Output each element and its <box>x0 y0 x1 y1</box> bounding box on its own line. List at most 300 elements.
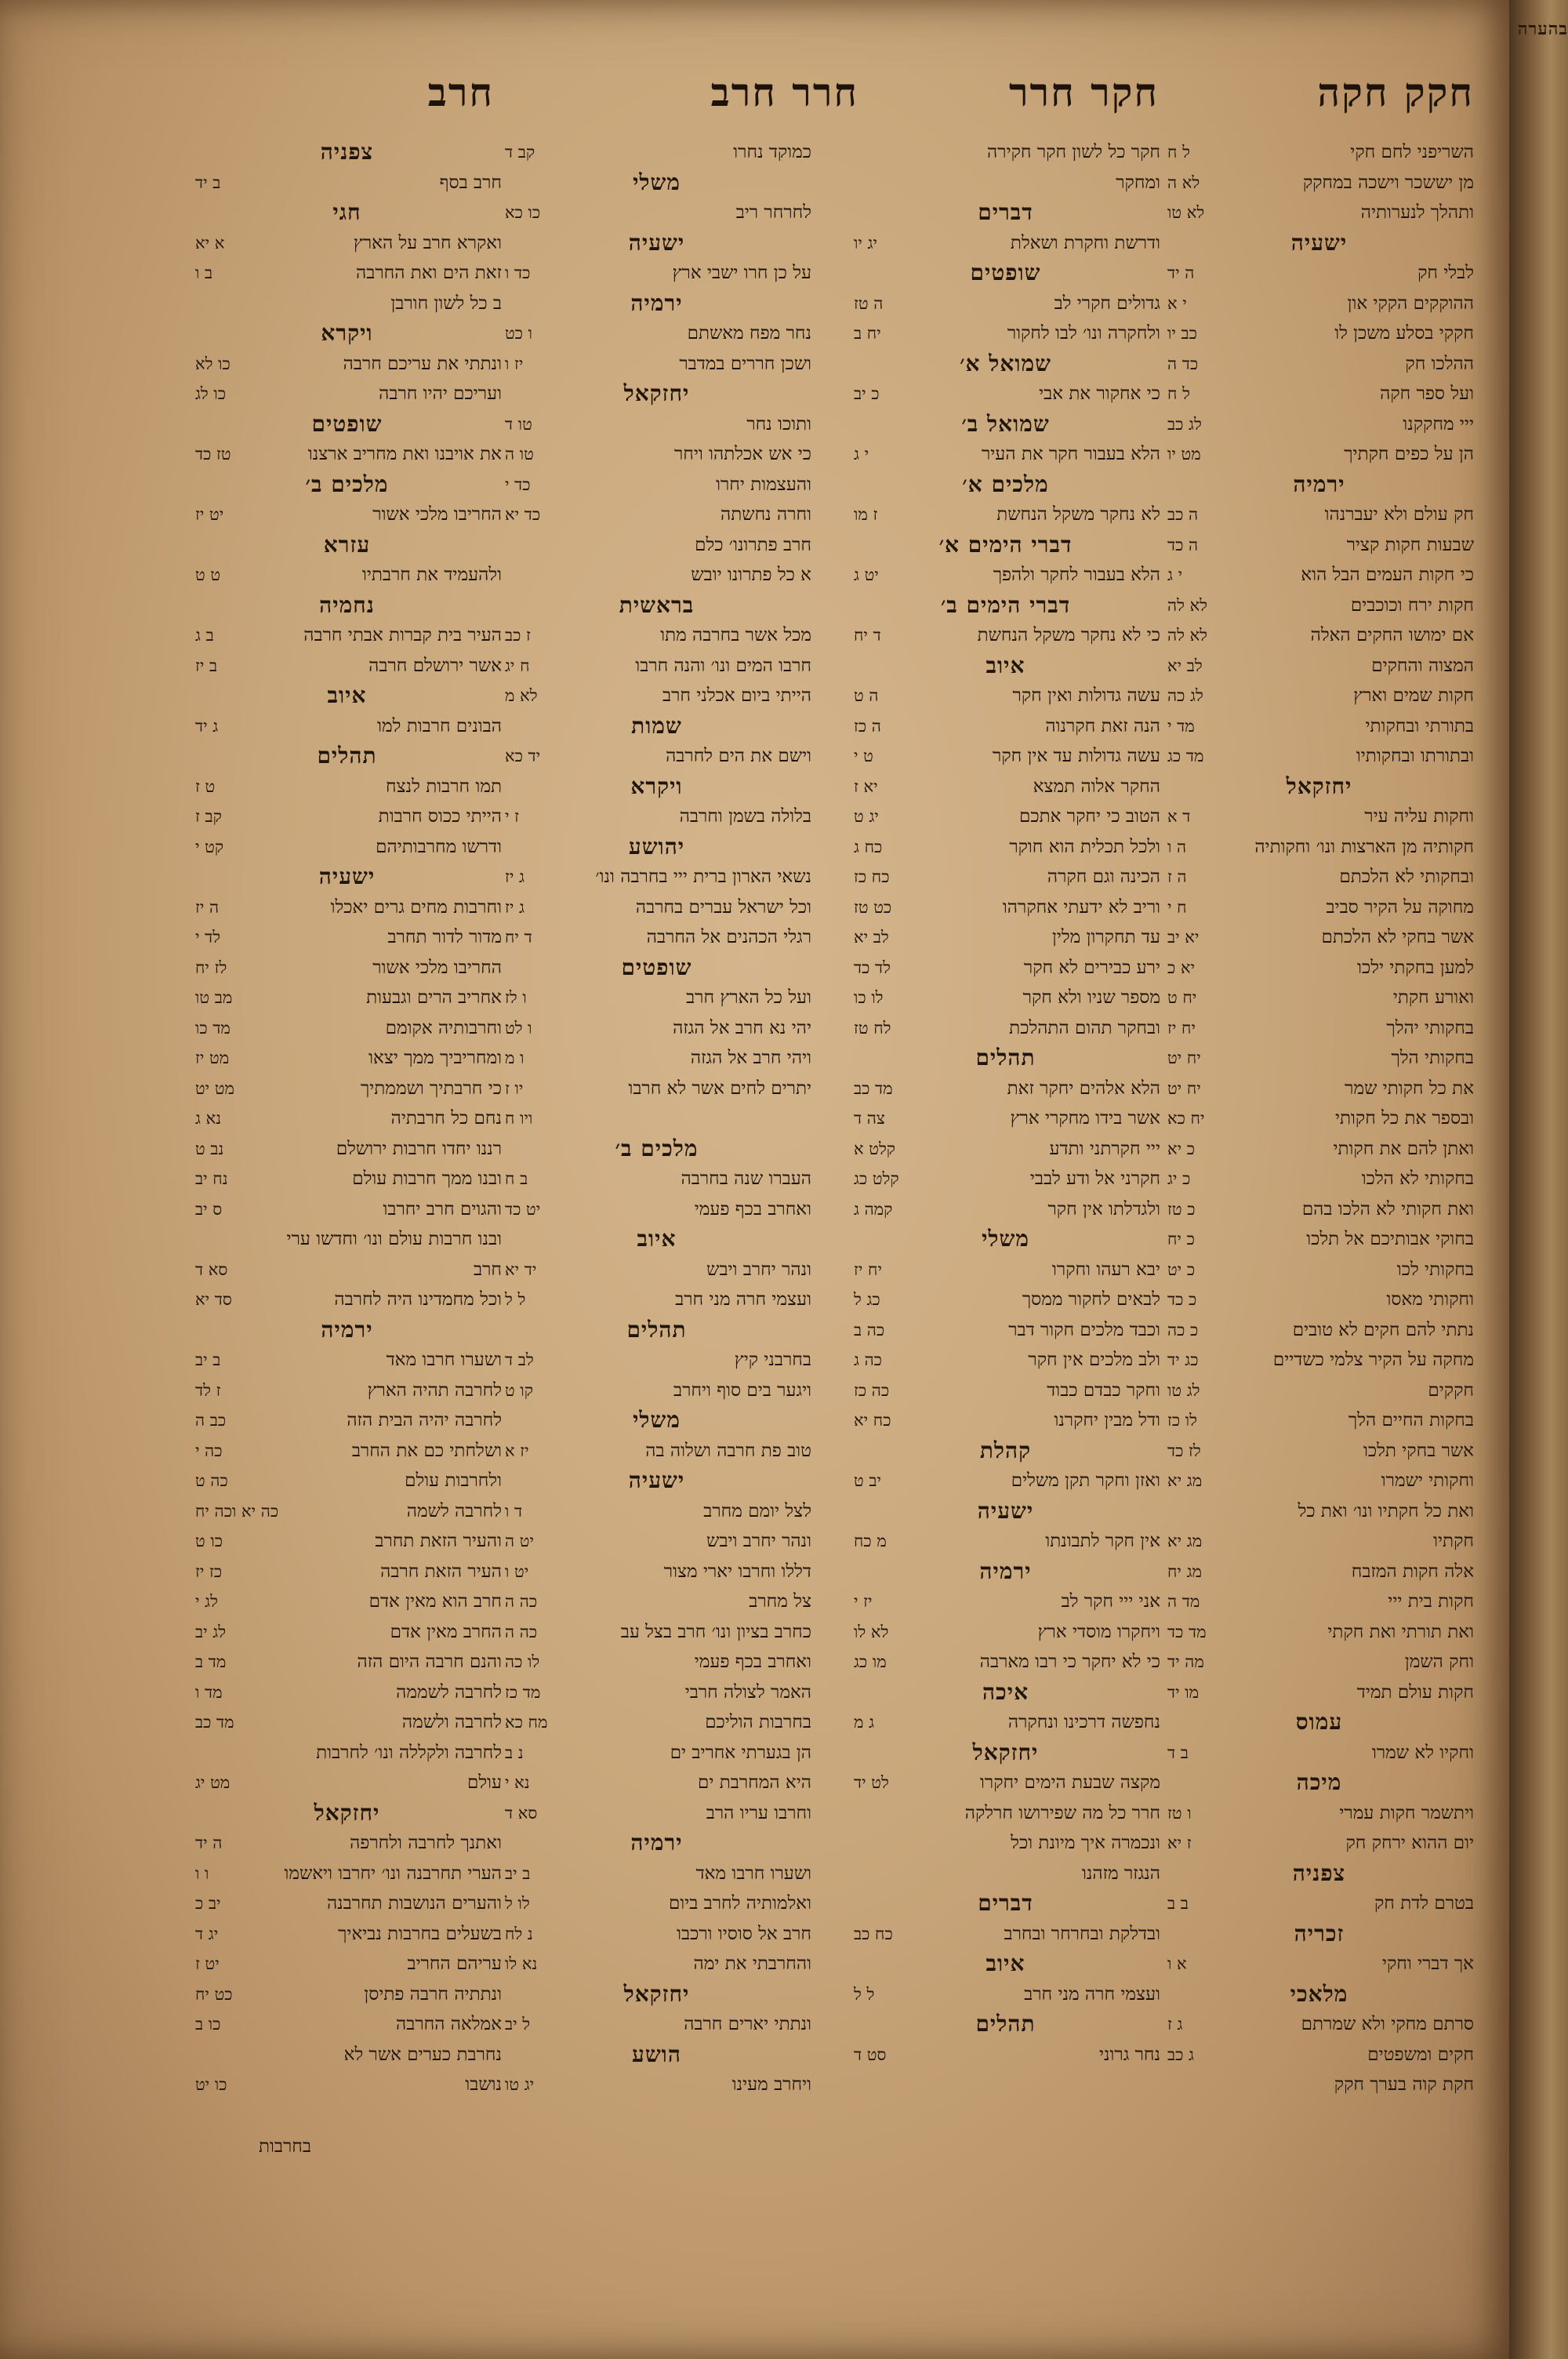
entry-text: הן על כפים חקתיך <box>1344 444 1474 464</box>
concordance-entry <box>502 983 811 1013</box>
entry-text: ובדלקת ובחרחר ובחרב <box>1004 1923 1160 1944</box>
verse-reference: לז כד <box>1167 1441 1201 1460</box>
entry-text: חקקים <box>1428 1379 1474 1401</box>
concordance-entry <box>851 2040 1160 2070</box>
concordance-entry <box>1164 1194 1474 1225</box>
entry-text: חקת קוה בערך חקק <box>1334 2074 1474 2095</box>
book-name: יהושע <box>628 833 685 860</box>
verse-reference: לו כה <box>505 1652 540 1671</box>
entry-text: ויגער בים סוף ויחרב <box>673 1379 811 1401</box>
book-name: ויקרא <box>630 772 683 799</box>
entry-text: חרב פתרונו׳ כלם <box>695 534 811 555</box>
book-name: ירמיה <box>321 1316 373 1343</box>
verse-reference: סד יא <box>195 1290 232 1309</box>
concordance-column-2 <box>851 137 1160 2070</box>
verse-reference: כה יא וכה יח <box>195 1501 279 1521</box>
book-heading <box>502 289 811 319</box>
entry-text: חקתיו <box>1433 1531 1474 1551</box>
book-heading <box>502 772 811 802</box>
concordance-entry <box>851 983 1160 1013</box>
book-heading <box>502 832 811 863</box>
entry-text: מחקה על הקיר צלמי כשדיים <box>1272 1350 1474 1370</box>
book-name: איוב <box>327 682 367 708</box>
entry-text: נחפשה דרכינו ונחקרה <box>1007 1712 1160 1732</box>
concordance-entry <box>192 1436 502 1467</box>
verse-reference: ו לז <box>505 988 527 1007</box>
book-heading <box>851 349 1160 380</box>
entry-text: והגוים חרב יחרבו <box>383 1198 502 1219</box>
concordance-entry <box>192 892 502 923</box>
verse-reference: ה כז <box>854 716 881 736</box>
entry-text: הייתי ביום אכלני חרב <box>662 685 811 706</box>
entry-text: ואקרא חרב על הארץ <box>353 232 502 253</box>
entry-text: כי אש אכלתהו ויחר <box>673 444 811 464</box>
verse-reference: מד כד <box>1167 1622 1207 1641</box>
entry-text: ולגדלתו אין חקר <box>1047 1198 1160 1219</box>
concordance-entry <box>1164 2009 1474 2040</box>
book-heading <box>851 591 1160 621</box>
entry-text: וחרבו עריו הרב <box>706 1802 811 1823</box>
concordance-entry <box>192 500 502 530</box>
entry-text: רגלי הכהנים אל החרבה <box>646 927 811 947</box>
concordance-entry <box>1164 168 1474 198</box>
entry-text: בשעלים בחרבות נביאיך <box>338 1923 502 1944</box>
book-heading <box>851 1043 1160 1074</box>
concordance-entry <box>502 1074 811 1104</box>
concordance-entry <box>192 1134 502 1165</box>
book-name: משלי <box>633 169 681 195</box>
verse-reference: לא לה <box>1167 595 1208 615</box>
concordance-entry <box>851 1134 1160 1165</box>
entry-text: נחר מפח מאשתם <box>687 323 811 343</box>
book-name: צפניה <box>320 139 374 165</box>
book-name: דברי הימים א׳ <box>938 531 1073 558</box>
concordance-entry <box>1164 1074 1474 1104</box>
entry-text: ועצמי חרה מני חרב <box>1024 1983 1160 2005</box>
concordance-entry <box>502 349 811 380</box>
entry-text: היא המחרבת ים <box>698 1772 811 1793</box>
concordance-entry <box>1164 1345 1474 1376</box>
verse-reference: מט יו <box>1167 445 1201 463</box>
concordance-entry <box>1164 1677 1474 1708</box>
verse-reference: מה יד <box>1167 1652 1204 1671</box>
verse-reference: יט כד <box>505 1199 541 1219</box>
verse-reference: ה כב <box>1167 505 1199 524</box>
concordance-entry <box>502 1587 811 1617</box>
concordance-entry <box>1164 1103 1474 1134</box>
concordance-entry <box>192 168 502 198</box>
book-name: בראשית <box>619 591 695 618</box>
book-name: שופטים <box>311 410 383 437</box>
verse-reference: ב ג <box>195 626 214 645</box>
verse-reference: מ כח <box>854 1532 887 1550</box>
concordance-entry <box>1164 1828 1474 1859</box>
entry-text: לחרחר ריב <box>735 202 811 223</box>
concordance-entry <box>851 1315 1160 1346</box>
book-name: שופטים <box>621 954 692 980</box>
verse-reference: יא ז <box>854 776 878 796</box>
book-heading <box>1164 772 1474 802</box>
concordance-entry <box>192 2070 502 2100</box>
concordance-entry <box>1164 318 1474 349</box>
verse-reference: לו ל <box>505 1894 530 1913</box>
book-heading <box>502 1979 811 2010</box>
book-heading <box>502 1315 811 1346</box>
entry-text: ותהלך לנערותיה <box>1360 202 1474 223</box>
book-name: קהלת <box>979 1437 1032 1463</box>
entry-text: ונתתי יארים חרבה <box>684 2014 811 2034</box>
concordance-entry <box>851 711 1160 742</box>
verse-reference: ט ט <box>195 565 221 584</box>
concordance-entry <box>192 832 502 863</box>
concordance-entry <box>192 1768 502 1798</box>
entry-text: חרר כל מה שפירושו חרלקה <box>964 1802 1160 1823</box>
entry-text: ונהר יחרב ויבש <box>706 1259 811 1280</box>
concordance-entry <box>851 741 1160 772</box>
concordance-entry <box>1164 862 1474 892</box>
concordance-entry <box>502 1255 811 1285</box>
concordance-entry <box>192 1103 502 1134</box>
concordance-entry <box>851 801 1160 832</box>
concordance-entry <box>192 1828 502 1859</box>
entry-text: וישם את הים לחרבה <box>666 746 811 766</box>
entry-text: נחם כל חרבתיה <box>390 1108 502 1129</box>
verse-reference: יח יז <box>1167 1018 1196 1038</box>
concordance-entry <box>192 1888 502 1919</box>
concordance-entry <box>1164 983 1474 1013</box>
book-name: ישעיה <box>628 229 685 256</box>
entry-text: לבלי חק <box>1417 263 1474 283</box>
entry-text: יתרים לחים אשר לא חרבו <box>628 1078 811 1099</box>
verse-reference: כד י <box>505 474 531 494</box>
verse-reference: כו ב <box>195 2015 221 2034</box>
concordance-entry <box>192 772 502 802</box>
concordance-entry <box>502 651 811 682</box>
book-name: משלי <box>982 1226 1029 1252</box>
concordance-entry <box>1164 1557 1474 1587</box>
book-name: מלאכי <box>1290 1980 1348 2007</box>
verse-reference: יט ה <box>505 1532 534 1550</box>
verse-reference: כ יט <box>1167 1259 1196 1279</box>
verse-reference: מט יז <box>195 1049 230 1067</box>
concordance-entry <box>192 1647 502 1677</box>
entry-text: ואחרב בכף פעמי <box>694 1198 811 1219</box>
entry-text: והעיר הזאת תחרב <box>375 1531 502 1551</box>
entry-text: דללו וחרבו יארי מצור <box>663 1561 811 1582</box>
concordance-entry <box>192 1013 502 1044</box>
book-name: תהלים <box>626 1316 687 1343</box>
verse-reference: יז ו <box>505 354 524 373</box>
concordance-entry <box>502 409 811 440</box>
concordance-entry <box>1164 1738 1474 1768</box>
concordance-entry <box>192 1617 502 1648</box>
book-heading <box>502 228 811 259</box>
entry-text: נתתי להם חקים לא טובים <box>1292 1319 1474 1340</box>
entry-text: העיר בית קברות אבתי חרבה <box>303 625 502 645</box>
concordance-entry <box>192 1255 502 1285</box>
verse-reference: יט ז <box>195 1954 220 1973</box>
verse-reference: יב ט <box>854 1471 881 1490</box>
concordance-entry <box>502 1949 811 1979</box>
verse-reference: סא ד <box>195 1259 228 1279</box>
entry-text: נחר גרוני <box>1099 2044 1160 2065</box>
entry-text: החריבו מלכי אשור <box>372 957 502 978</box>
entry-text: וחקיו לא שמרו <box>1371 1742 1474 1763</box>
verse-reference: טו ה <box>505 445 534 463</box>
book-name: יחזקאל <box>1286 772 1352 799</box>
verse-reference: ה ז <box>1167 867 1187 886</box>
concordance-column-1 <box>1164 137 1474 2100</box>
concordance-entry <box>1164 409 1474 440</box>
concordance-entry <box>851 1376 1160 1406</box>
verse-reference: לג י <box>195 1592 218 1611</box>
concordance-entry <box>502 1798 811 1829</box>
entry-text: בחקות החיים הלך <box>1348 1410 1474 1430</box>
entry-text: ואת חקותי לא הלכו בהם <box>1301 1198 1474 1219</box>
verse-reference: מח כא <box>505 1713 548 1732</box>
entry-text: חקרני אל ודע לבבי <box>1029 1169 1160 1189</box>
concordance-entry <box>1164 591 1474 621</box>
entry-text: למען בחקתי ילכו <box>1357 957 1474 978</box>
entry-text: החרב מאין אדם <box>390 1621 502 1642</box>
entry-text: יום ההוא ירחק חק <box>1345 1833 1474 1853</box>
verse-reference: כה ב <box>854 1320 885 1339</box>
verse-reference: יח ב <box>854 324 881 343</box>
entry-text: עולם <box>466 1772 502 1793</box>
entry-text: ואתנך לחרבה ולחרפה <box>350 1833 502 1853</box>
verse-reference: מד כז <box>505 1682 541 1702</box>
book-heading <box>502 168 811 198</box>
verse-reference: א יא <box>195 233 225 253</box>
concordance-entry <box>1164 379 1474 409</box>
book-heading <box>851 409 1160 440</box>
entry-text: האמר לצולה חרבי <box>684 1681 811 1703</box>
entry-text: חקותיה מן הארצות ונו׳ וחקותיה <box>1254 836 1474 857</box>
concordance-entry <box>851 1466 1160 1496</box>
verse-reference: ה כד <box>1167 535 1199 554</box>
entry-text: ושערו חרבו מאד <box>695 1863 811 1884</box>
concordance-entry <box>192 983 502 1013</box>
concordance-entry <box>502 1557 811 1587</box>
concordance-entry <box>851 439 1160 470</box>
verse-reference: מד כב <box>195 1713 234 1732</box>
book-name: איוב <box>985 1950 1025 1976</box>
entry-text: צל מחרב <box>749 1591 811 1612</box>
book-heading <box>851 1738 1160 1768</box>
verse-reference: לד כד <box>854 958 891 977</box>
book-heading <box>1164 1859 1474 1889</box>
verse-reference: מג יא <box>1167 1471 1203 1490</box>
entry-text: חקות בית ייי <box>1388 1591 1474 1612</box>
verse-reference: ז כב <box>505 626 531 645</box>
entry-text: חרבו המים ונו׳ והנה חרבו <box>635 655 811 676</box>
concordance-entry <box>1164 1466 1474 1496</box>
header-col-3: חרר חרב <box>710 69 858 115</box>
concordance-entry <box>502 137 811 168</box>
verse-reference: קמה ג <box>854 1199 893 1219</box>
verse-reference: טו ד <box>505 414 532 434</box>
entry-text: בחרבני קיץ <box>734 1350 811 1370</box>
verse-reference: לו כו <box>854 988 884 1007</box>
verse-reference: לט יד <box>854 1773 889 1792</box>
entry-text: אשר בידו מחקרי ארץ <box>1010 1108 1160 1129</box>
book-name: עמוס <box>1295 1709 1343 1735</box>
book-heading <box>851 198 1160 228</box>
entry-text: וחרבותיה אקומם <box>385 1017 502 1038</box>
verse-reference: לו כז <box>1167 1411 1197 1430</box>
verse-reference: כה י <box>195 1441 223 1460</box>
verse-reference: יח ט <box>1167 988 1197 1007</box>
verse-reference: ב יד <box>195 173 221 192</box>
entry-text: לחרבה תהיה הארץ <box>367 1379 502 1401</box>
book-name: חגי <box>332 199 361 225</box>
concordance-entry <box>851 500 1160 530</box>
concordance-entry <box>192 228 502 259</box>
verse-reference: כה ט <box>195 1471 228 1490</box>
concordance-entry <box>1164 1617 1474 1648</box>
verse-reference: ג כב <box>1167 2045 1194 2064</box>
verse-reference: נב ט <box>195 1139 224 1158</box>
book-name: תהלים <box>975 2011 1036 2037</box>
verse-reference: י ג <box>1167 565 1183 584</box>
concordance-entry <box>1164 439 1474 470</box>
verse-reference: לב יא <box>1167 656 1203 675</box>
entry-text: והעצמות יחרו <box>716 474 811 495</box>
verse-reference: כג יד <box>1167 1350 1199 1369</box>
verse-reference: כג ל <box>854 1290 880 1309</box>
entry-text: ואת תורתי ואת חקתי <box>1327 1621 1474 1642</box>
entry-text: המצוה והחקים <box>1371 655 1474 676</box>
concordance-entry <box>192 1224 502 1255</box>
concordance-entry <box>1164 2070 1474 2100</box>
concordance-entry <box>192 1164 502 1194</box>
book-name: איכה <box>982 1678 1029 1705</box>
book-heading <box>502 1405 811 1436</box>
entry-text: טוב פת חרבה ושלוה בה <box>645 1440 811 1461</box>
concordance-entry <box>502 1164 811 1194</box>
entry-text: ויתשמר חקות עמרי <box>1339 1802 1474 1823</box>
entry-text: א כל פתרונו יובש <box>691 565 811 585</box>
verse-reference: מד ה <box>1167 1592 1200 1611</box>
concordance-entry <box>1164 1043 1474 1074</box>
verse-reference: לג יב <box>195 1622 227 1641</box>
book-name: יחזקאל <box>314 1799 380 1826</box>
concordance-entry <box>851 1013 1160 1044</box>
book-heading <box>192 198 502 228</box>
book-name: תהלים <box>317 743 377 769</box>
book-heading <box>192 862 502 892</box>
book-name: שמואל ב׳ <box>961 410 1050 437</box>
entry-text: לחרבה יהיה הבית הזה <box>347 1410 502 1430</box>
concordance-entry <box>851 1828 1160 1859</box>
entry-text: חקים ומשפטים <box>1367 2044 1474 2065</box>
verse-reference: לא לו <box>854 1622 889 1641</box>
verse-reference: יג טו <box>505 2075 535 2094</box>
entry-text: מחוקה על הקיר סביב <box>1326 896 1474 918</box>
entry-text: ועל כל הארץ חרב <box>686 987 811 1008</box>
concordance-entry <box>1164 1647 1474 1677</box>
verse-reference: כד ו <box>505 264 531 282</box>
entry-text: סרתם מחקי ולא שמרתם <box>1301 2014 1474 2034</box>
entry-text: החריבו מלכי אשור <box>372 504 502 525</box>
verse-reference: לג טו <box>1167 1380 1200 1400</box>
concordance-entry <box>851 560 1160 591</box>
concordance-entry <box>502 1677 811 1708</box>
entry-text: בחקותי הלך <box>1391 1048 1474 1068</box>
concordance-entry <box>502 1103 811 1134</box>
concordance-entry <box>851 228 1160 259</box>
verse-reference: כ יג <box>1167 1169 1191 1188</box>
concordance-entry <box>192 620 502 651</box>
book-heading <box>851 1436 1160 1467</box>
entry-text: בחקותי לכו <box>1396 1259 1474 1280</box>
entry-text: מספר שניו ולא חקר <box>1022 987 1160 1008</box>
entry-text: ואורע חקתי <box>1392 987 1474 1008</box>
book-heading <box>502 591 811 621</box>
concordance-entry <box>851 1587 1160 1617</box>
concordance-entry <box>851 1103 1160 1134</box>
book-heading <box>851 1677 1160 1708</box>
entry-text: העברו שנה בחרבה <box>681 1169 811 1189</box>
book-heading <box>502 711 811 742</box>
book-heading <box>851 2009 1160 2040</box>
concordance-entry <box>1164 258 1474 289</box>
header-col-4: חרב <box>427 69 494 115</box>
verse-reference: ד יח <box>505 928 532 947</box>
entry-text: מן יששכר וישכה במחקק <box>1302 172 1474 193</box>
concordance-column-3 <box>502 137 811 2100</box>
verse-reference: יז א <box>505 1441 529 1460</box>
concordance-entry <box>851 772 1160 802</box>
entry-text: חק עולם ולא יעברנהו <box>1324 504 1474 525</box>
verse-reference: נ ב <box>505 1743 524 1762</box>
book-heading <box>192 318 502 349</box>
concordance-entry <box>1164 1436 1474 1467</box>
verse-reference: ב ח <box>505 1169 528 1188</box>
entry-text: ואת כל חקתיו ונו׳ ואת כל <box>1298 1500 1474 1521</box>
entry-text: והערים הנושבות תחרבנה <box>326 1893 502 1914</box>
entry-text: רננו יחדו חרבות ירושלם <box>336 1138 502 1159</box>
entry-text: אשר בחקי תלכו <box>1363 1440 1474 1461</box>
concordance-entry <box>1164 1949 1474 1979</box>
concordance-entry <box>1164 1587 1474 1617</box>
concordance-entry <box>502 439 811 470</box>
entry-text: זאת הים ואת החרבה <box>356 263 502 283</box>
entry-text: לבאים לחקור ממסך <box>1022 1289 1160 1310</box>
verse-reference: ה יד <box>195 1834 223 1852</box>
verse-reference: ג ז <box>1167 2015 1183 2034</box>
entry-text: עשה גדולות ואין חקר <box>1012 685 1160 706</box>
book-name: ישעיה <box>1290 229 1348 256</box>
entry-text: כחרב בציון ונו׳ חרב בצל עב <box>620 1621 811 1642</box>
concordance-entry <box>1164 892 1474 923</box>
concordance-entry <box>502 500 811 530</box>
concordance-entry <box>192 1859 502 1889</box>
verse-reference: ה יז <box>195 897 220 917</box>
entry-text: ב כל לשון חורבן <box>390 293 502 314</box>
entry-text: ודרשת וחקרת ושאלת <box>1010 232 1160 253</box>
entry-text: ושכן חררים במדבר <box>679 353 811 374</box>
verse-reference: כ יב <box>854 384 880 403</box>
verse-reference: ט ז <box>195 776 216 796</box>
verse-reference: כח ג <box>854 837 883 856</box>
verse-reference: יו ז <box>505 1078 524 1098</box>
concordance-entry <box>851 318 1160 349</box>
entry-text: חקות ירח וכוכבים <box>1350 594 1474 616</box>
entry-text: ונכמרה איך מיונת וכל <box>1011 1833 1160 1853</box>
concordance-entry <box>1164 922 1474 953</box>
concordance-entry <box>851 892 1160 923</box>
